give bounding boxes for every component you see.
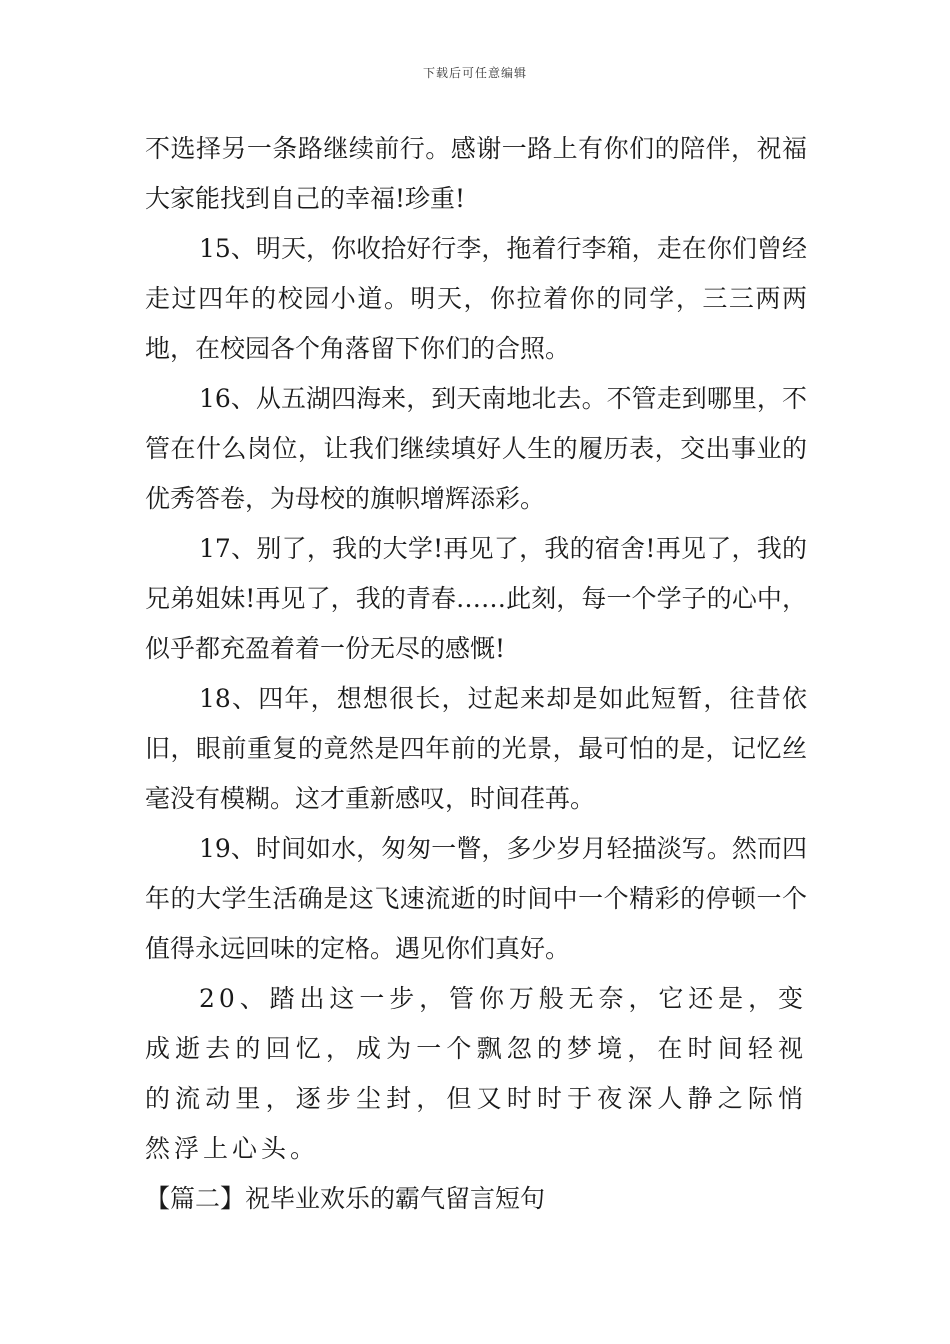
- paragraph-item-19: 19、时间如水，匆匆一瞥，多少岁月轻描淡写。然而四年的大学生活确是这飞速流逝的时间中一个精彩的停顿一个值得永远回味的定格。遇见你们真好。: [145, 834, 807, 963]
- paragraph-continuation: 不选择另一条路继续前行。感谢一路上有你们的陪伴，祝福大家能找到自己的幸福!珍重!: [145, 134, 807, 213]
- page-header: 下载后可任意编辑: [422, 66, 527, 80]
- document-body: [145, 124, 807, 1224]
- paragraph-item-16: 16、从五湖四海来，到天南地北去。不管走到哪里，不管在什么岗位，让我们继续填好人生的履历表，交出事业的优秀答卷，为母校的旗帜增辉添彩。: [145, 384, 807, 513]
- paragraph-item-18: 18、四年，想想很长，过起来却是如此短暂，往昔依旧，眼前重复的竟然是四年前的光景，最可怕的是，记忆丝毫没有模糊。这才重新感叹，时间荏苒。: [145, 684, 807, 813]
- paragraph-item-20: 20、踏出这一步，管你万般无奈，它还是，变成逝去的回忆，成为一个飘忽的梦境，在时间轻视的流动里，逐步尘封，但又时时于夜深人静之际悄然浮上心头。: [145, 984, 807, 1163]
- section-heading: 【篇二】祝毕业欢乐的霸气留言短句: [145, 1184, 546, 1213]
- paragraph-item-15: 15、明天，你收拾好行李，拖着行李箱，走在你们曾经走过四年的校园小道。明天，你拉着你的同学，三三两两地，在校园各个角落留下你们的合照。: [145, 234, 807, 363]
- paragraph-item-17: 17、别了，我的大学!再见了，我的宿舍!再见了，我的兄弟姐妹!再见了，我的青春……此刻，每一个学子的心中，似乎都充盈着着一份无尽的感慨!: [145, 534, 807, 663]
